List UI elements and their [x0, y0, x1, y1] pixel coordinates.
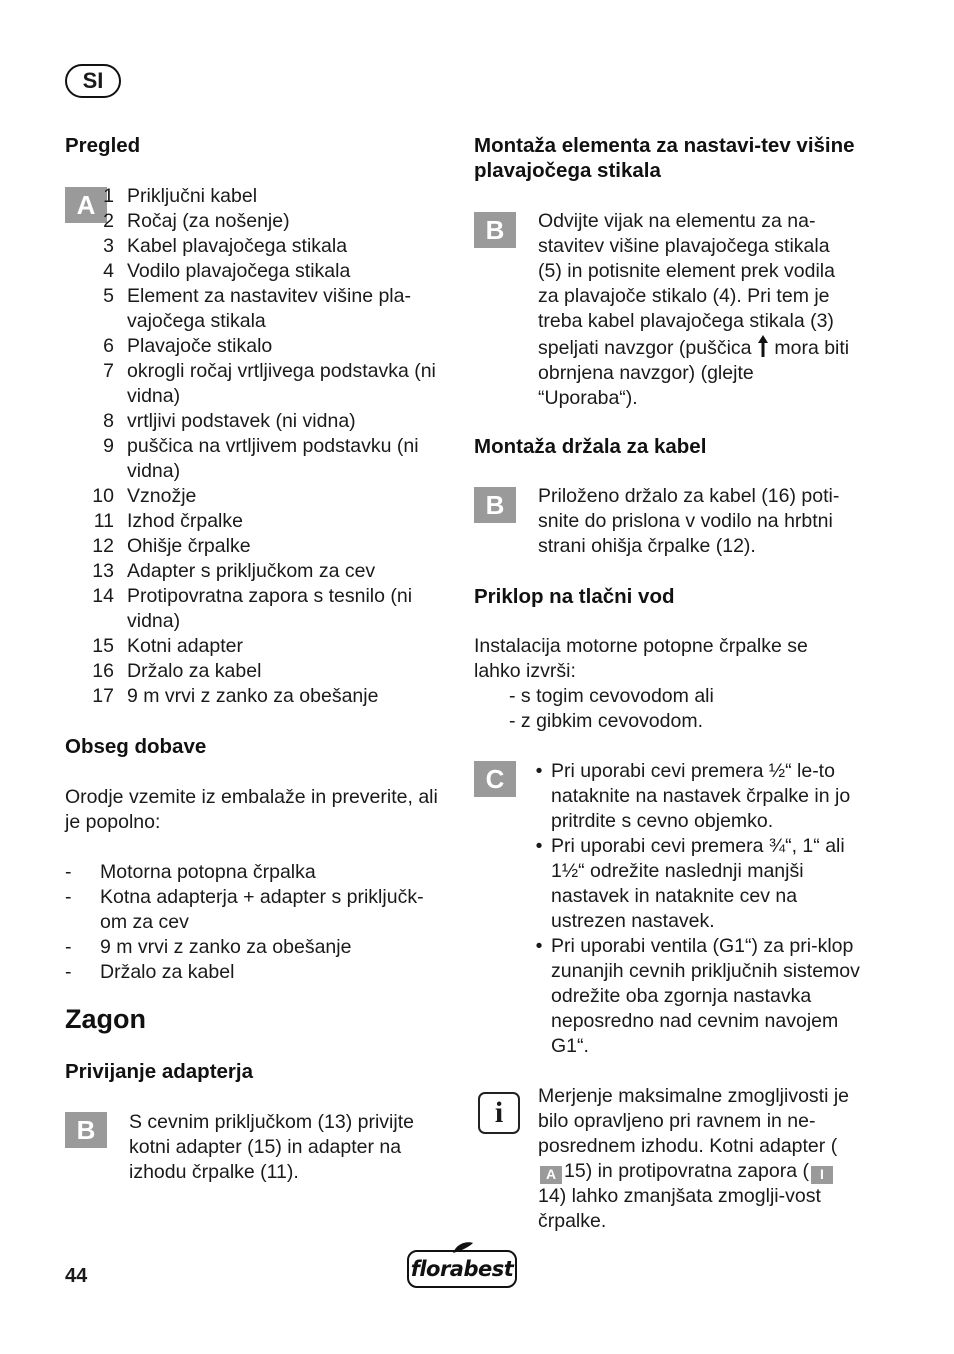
heading-obseg-dobave: Obseg dobave: [65, 735, 207, 758]
note-text-2: 15) in protipovratna zapora (: [564, 1160, 809, 1182]
part-label: Vodilo plavajočega stikala: [127, 260, 351, 282]
parts-list-item: [65, 559, 450, 584]
delivery-list-item: [65, 935, 445, 960]
delivery-list-container: [65, 860, 445, 985]
brand-logo-text: florabest: [410, 1257, 514, 1281]
part-label: Priključni kabel: [127, 185, 258, 207]
figure-c-marker: C: [474, 761, 516, 797]
parts-list-item: [65, 409, 450, 434]
part-number: 8: [103, 410, 114, 432]
dash-marker: -: [65, 961, 72, 983]
delivery-list-item: [65, 860, 445, 885]
part-label: Adapter s priključkom za cev: [127, 560, 376, 582]
part-number: 4: [103, 260, 114, 282]
part-number: 14: [92, 585, 114, 607]
bullet-text: Pri uporabi cevi premera ½“ le-to nataknite na nastavek črpalke in jo pritrdite s cevno objemko.: [551, 760, 851, 832]
note-text-1: Merjenje maksimalne zmogljivosti je bilo opravljeno pri ravnem in ne-posrednem izhodu. Kotni adapter (: [538, 1085, 850, 1157]
language-badge: SI: [65, 64, 121, 98]
part-label: puščica na vrtljivem podstavku (ni vidna): [127, 435, 419, 482]
parts-list-item: [65, 634, 450, 659]
bullet-marker: •: [535, 835, 543, 857]
brand-logo: [407, 1250, 517, 1288]
bullet-marker: •: [535, 760, 543, 782]
part-number: 10: [92, 485, 114, 507]
priklop-intro: Instalacija motorne potopne črpalke se lahko izvrši:: [474, 635, 808, 682]
parts-list-item: [65, 684, 450, 709]
montaza-drzala-text: Priloženo držalo za kabel (16) poti-snite do prislona v vodilo na hrbtni strani ohišja črpalke (12).: [538, 485, 840, 557]
parts-list-item: [65, 259, 450, 284]
delivery-item-text: 9 m vrvi z zanko za obešanje: [100, 936, 352, 958]
part-number: 11: [93, 510, 114, 532]
heading-priklop: Priklop na tlačni vod: [474, 585, 675, 608]
parts-list-item: [65, 434, 450, 484]
part-number: 17: [92, 685, 114, 707]
priklop-bullets: [527, 759, 863, 1059]
part-number: 9: [103, 435, 114, 457]
part-label: vrtljivi podstavek (ni vidna): [127, 410, 356, 432]
delivery-item-text: Motorna potopna črpalka: [100, 861, 316, 883]
part-label: Element za nastavitev višine pla-vajočega stikala: [127, 285, 411, 332]
part-label: Kabel plavajočega stikala: [127, 235, 348, 257]
dash-marker: -: [65, 886, 72, 908]
heading-montaza-elementa: Montaža elementa za nastavi-tev višine plavajočega stikala: [474, 134, 855, 182]
delivery-list-item: [65, 885, 445, 935]
parts-list: [65, 184, 450, 709]
parts-list-item: [65, 584, 450, 634]
montaza-text-part-2: mora biti obrnjena navzgor) (glejte “Uporaba“).: [538, 337, 850, 409]
priklop-bullet-item: [527, 759, 863, 834]
part-number: 3: [103, 235, 114, 257]
part-label: Ohišje črpalke: [127, 535, 251, 557]
part-number: 16: [92, 660, 114, 682]
parts-list-item: [65, 509, 450, 534]
parts-list-container: [65, 184, 450, 709]
part-label: Protipovratna zapora s tesnilo (ni vidna): [127, 585, 413, 632]
page-number: 44: [65, 1265, 88, 1287]
priklop-option-1: - s togim cevovodom ali: [509, 685, 714, 707]
part-number: 5: [103, 285, 114, 307]
heading-montaza-drzala: Montaža držala za kabel: [474, 435, 707, 458]
arrow-up-icon: [757, 334, 769, 358]
part-label: Kotni adapter: [127, 635, 244, 657]
figure-b-marker: B: [474, 212, 516, 248]
part-number: 6: [103, 335, 114, 357]
parts-list-item: [65, 284, 450, 334]
note-text-3: 14) lahko zmanjšata zmoglji-vost črpalke.: [538, 1185, 821, 1232]
part-label: Izhod črpalke: [127, 510, 243, 532]
parts-list-item: [65, 209, 450, 234]
delivery-item-text: Kotna adapterja + adapter s priključk-om za cev: [100, 886, 424, 933]
part-number: 13: [92, 560, 114, 582]
parts-list-item: [65, 184, 450, 209]
part-number: 7: [103, 360, 114, 382]
part-number: 1: [103, 185, 114, 207]
part-number: 15: [92, 635, 114, 657]
priklop-bullet-item: [527, 934, 863, 1059]
priklop-bullets-container: [527, 759, 863, 1059]
bullet-text: Pri uporabi cevi premera ¾“, 1“ ali 1½“ odrežite naslednji manjši nastavek in nataknite cev na ustrezen nastavek.: [551, 835, 845, 932]
delivery-list-item: [65, 960, 445, 985]
parts-list-item: [65, 234, 450, 259]
bullet-text: Pri uporabi ventila (G1“) za pri-klop zunanjih cevnih priključnih sistemov odrežite oba zgornja nastavka neposredno nad cevnim navojem G1“.: [551, 935, 860, 1057]
info-note-text: [538, 1084, 863, 1234]
heading-privijanje-adapterja: Privijanje adapterja: [65, 1060, 254, 1083]
info-icon: i: [478, 1092, 520, 1134]
figure-b-marker: B: [65, 1112, 107, 1148]
heading-pregled: Pregled: [65, 134, 141, 157]
figure-b-marker: B: [474, 487, 516, 523]
part-number: 12: [92, 535, 114, 557]
parts-list-item: [65, 359, 450, 409]
privijanje-text: S cevnim priključkom (13) privijte kotni adapter (15) in adapter na izhodu črpalke (11).: [129, 1111, 414, 1183]
part-label: okrogli ročaj vrtljivega podstavka (ni vidna): [127, 360, 436, 407]
priklop-bullet-item: [527, 834, 863, 934]
priklop-option-2: - z gibkim cevovodom.: [509, 710, 703, 732]
part-number: 2: [103, 210, 114, 232]
leaf-icon: [451, 1241, 475, 1255]
obseg-intro: Orodje vzemite iz embalaže in preverite, ali je popolno:: [65, 786, 438, 833]
parts-list-item: [65, 334, 450, 359]
part-label: Ročaj (za nošenje): [127, 210, 290, 232]
delivery-item-text: Držalo za kabel: [100, 961, 235, 983]
part-label: Držalo za kabel: [127, 660, 262, 682]
parts-list-item: [65, 659, 450, 684]
inline-figure-a: A: [540, 1166, 562, 1184]
montaza-text-part-1: Odvijte vijak na elementu za na-stavitev višine plavajočega stikala (5) in potisnite element prek vodila za plavajoče stikalo (4). Pri tem je treba kabel plavajočega stikala (3) speljati navzgor (puščica: [538, 210, 835, 359]
dash-marker: -: [65, 861, 72, 883]
delivery-list: [65, 860, 445, 985]
dash-marker: -: [65, 936, 72, 958]
parts-list-item: [65, 534, 450, 559]
part-label: Plavajoče stikalo: [127, 335, 273, 357]
inline-figure-i: I: [811, 1166, 833, 1184]
heading-zagon: Zagon: [65, 1004, 146, 1034]
parts-list-item: [65, 484, 450, 509]
part-label: 9 m vrvi z zanko za obešanje: [127, 685, 379, 707]
part-label: Vznožje: [127, 485, 197, 507]
montaza-elementa-text: [538, 209, 858, 411]
figure-a-marker: A: [65, 187, 107, 223]
bullet-marker: •: [535, 935, 543, 957]
